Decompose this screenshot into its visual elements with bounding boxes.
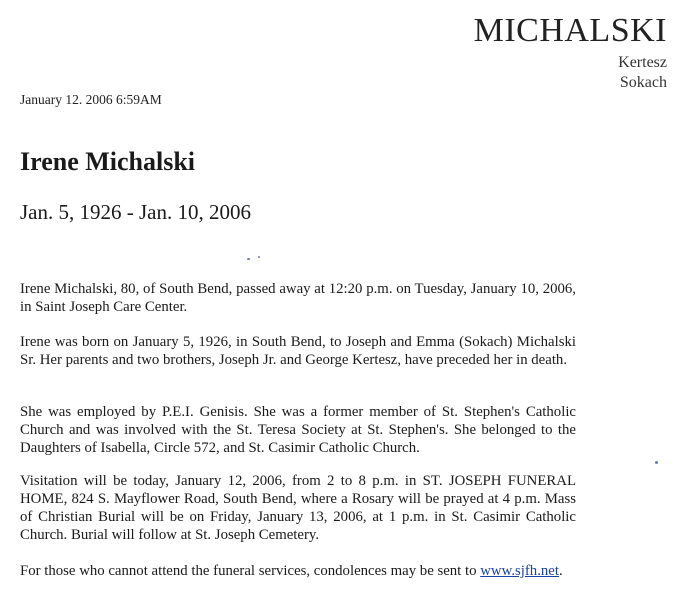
timestamp: January 12. 2006 6:59AM	[20, 92, 162, 107]
condolences-text: For those who cannot attend the funeral services, condolences may be sent to	[20, 563, 477, 579]
scan-speck	[655, 461, 658, 464]
paragraph-death-notice: Irene Michalski, 80, of South Bend, passed away at 12:20 p.m. on Tuesday, January 10, 2006, in Saint Joseph Care Center.	[20, 281, 576, 315]
related-name-kertesz: Kertesz	[618, 54, 667, 71]
condolences-link[interactable]: www.sjfh.net	[480, 563, 559, 579]
family-name-heading: MICHALSKI	[473, 12, 667, 49]
paragraph-birth-family: Irene was born on January 5, 1926, in South Bend, to Joseph and Emma (Sokach) Michalski Sr. Her parents and two brothers, Joseph Jr. and George Kertesz, have preceded her in death.	[20, 334, 576, 368]
paragraph-services: Visitation will be today, January 12, 2006, from 2 to 8 p.m. in ST. JOSEPH FUNERAL HOME, 824 S. Mayflower Road, South Bend, where a Rosary will be prayed at 4 p.m. Mass of Christian Burial will be on Friday, January 13, 2006, at 1 p.m. in St. Casimir Catholic Church. Burial will follow at St. Joseph Cemetery.	[20, 473, 576, 543]
scan-speck	[247, 258, 250, 260]
deceased-name: Irene Michalski	[20, 147, 196, 176]
paragraph-employment: She was employed by P.E.I. Genisis. She was a former member of St. Stephen's Catholic Church and was involved with the St. Teresa Society at St. Stephen's. She belonged to the Daughters of Isabella, Circle 572, and St. Casimir Catholic Church.	[20, 404, 576, 456]
paragraph-condolences	[20, 562, 576, 580]
scan-speck	[258, 256, 260, 258]
related-name-sokach: Sokach	[619, 74, 667, 91]
life-dates: Jan. 5, 1926 - Jan. 10, 2006	[20, 200, 251, 224]
condolences-period: .	[559, 563, 563, 579]
